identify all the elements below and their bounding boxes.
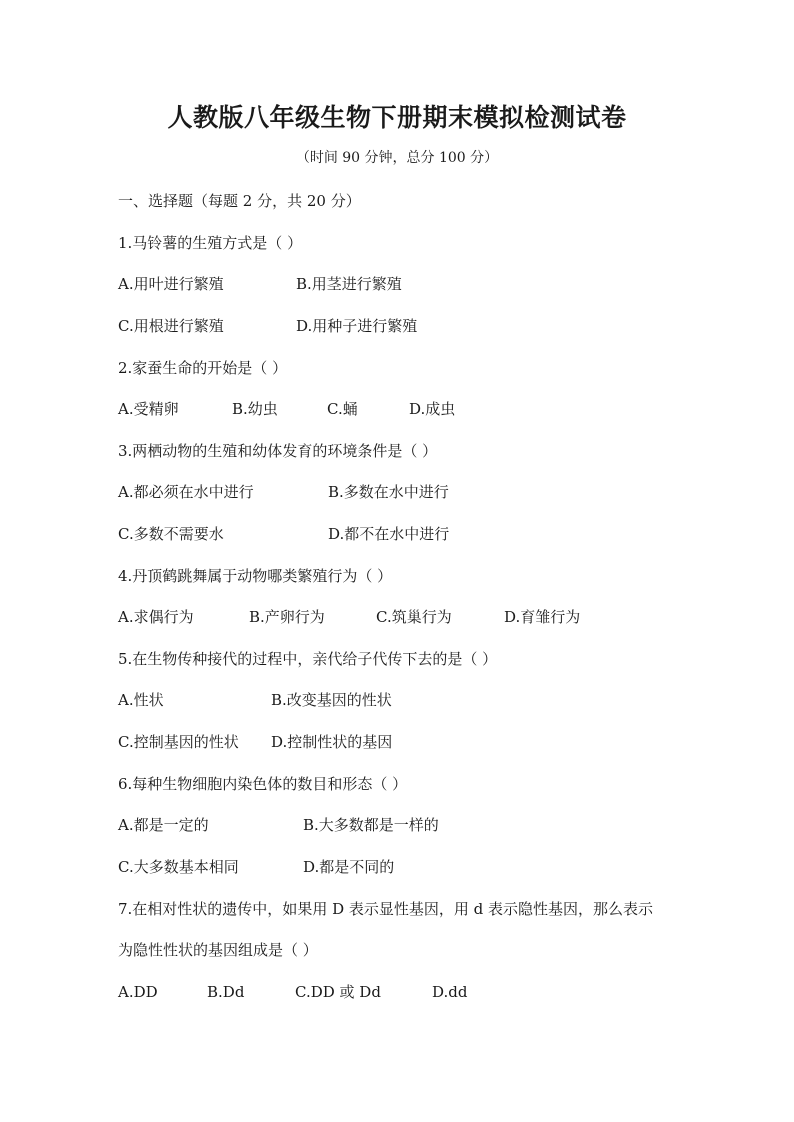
question-7-option-a: A.DD [118, 983, 158, 1001]
question-7-stem: 7.在相对性状的遗传中，如果用 D 表示显性基因，用 d 表示隐性基因，那么表示 [118, 900, 654, 918]
question-6-option-b: B.大多数都是一样的 [303, 816, 439, 834]
section-heading: 一、选择题（每题 2 分，共 20 分） [118, 192, 361, 210]
exam-time-info: （时间 90 分钟，总分 100 分） [295, 150, 499, 166]
question-2-option-a: A.受精卵 [118, 400, 179, 418]
question-1-option-d: D.用种子进行繁殖 [296, 317, 418, 335]
question-2-option-c: C.蛹 [327, 400, 358, 418]
question-3-option-a: A.都必须在水中进行 [118, 483, 254, 501]
question-1-stem: 1.马铃薯的生殖方式是（ ） [118, 234, 303, 252]
question-2-stem: 2.家蚕生命的开始是（ ） [118, 359, 288, 377]
question-4-stem: 4.丹顶鹤跳舞属于动物哪类繁殖行为（ ） [118, 567, 393, 585]
question-1-option-b: B.用茎进行繁殖 [296, 275, 402, 293]
question-4-option-d: D.育雏行为 [504, 608, 581, 626]
question-7-option-d: D.dd [432, 983, 468, 1001]
question-2-option-d: D.成虫 [409, 400, 456, 418]
question-1-option-a: A.用叶进行繁殖 [118, 275, 224, 293]
question-5-option-d: D.控制性状的基因 [271, 733, 393, 751]
question-3-stem: 3.两栖动物的生殖和幼体发育的环境条件是（ ） [118, 442, 438, 460]
question-3-option-b: B.多数在水中进行 [328, 483, 449, 501]
question-5-stem: 5.在生物传种接代的过程中，亲代给子代传下去的是（ ） [118, 650, 498, 668]
question-6-option-d: D.都是不同的 [303, 858, 395, 876]
question-7-option-b: B.Dd [207, 983, 245, 1001]
question-6-option-c: C.大多数基本相同 [118, 858, 239, 876]
question-1-option-c: C.用根进行繁殖 [118, 317, 224, 335]
question-3-option-d: D.都不在水中进行 [328, 525, 450, 543]
question-7-option-c: C.DD 或 Dd [295, 983, 381, 1001]
question-7-stem-continued: 为隐性性状的基因组成是（ ） [118, 941, 318, 959]
question-5-option-a: A.性状 [118, 691, 164, 709]
question-2-option-b: B.幼虫 [232, 400, 278, 418]
question-6-option-a: A.都是一定的 [118, 816, 209, 834]
question-6-stem: 6.每种生物细胞内染色体的数目和形态（ ） [118, 775, 408, 793]
question-5-option-b: B.改变基因的性状 [271, 691, 392, 709]
page-title: 人教版八年级生物下册期末模拟检测试卷 [167, 103, 627, 132]
question-4-option-b: B.产卵行为 [249, 608, 325, 626]
question-5-option-c: C.控制基因的性状 [118, 733, 239, 751]
question-4-option-a: A.求偶行为 [118, 608, 194, 626]
question-4-option-c: C.筑巢行为 [376, 608, 452, 626]
question-3-option-c: C.多数不需要水 [118, 525, 224, 543]
